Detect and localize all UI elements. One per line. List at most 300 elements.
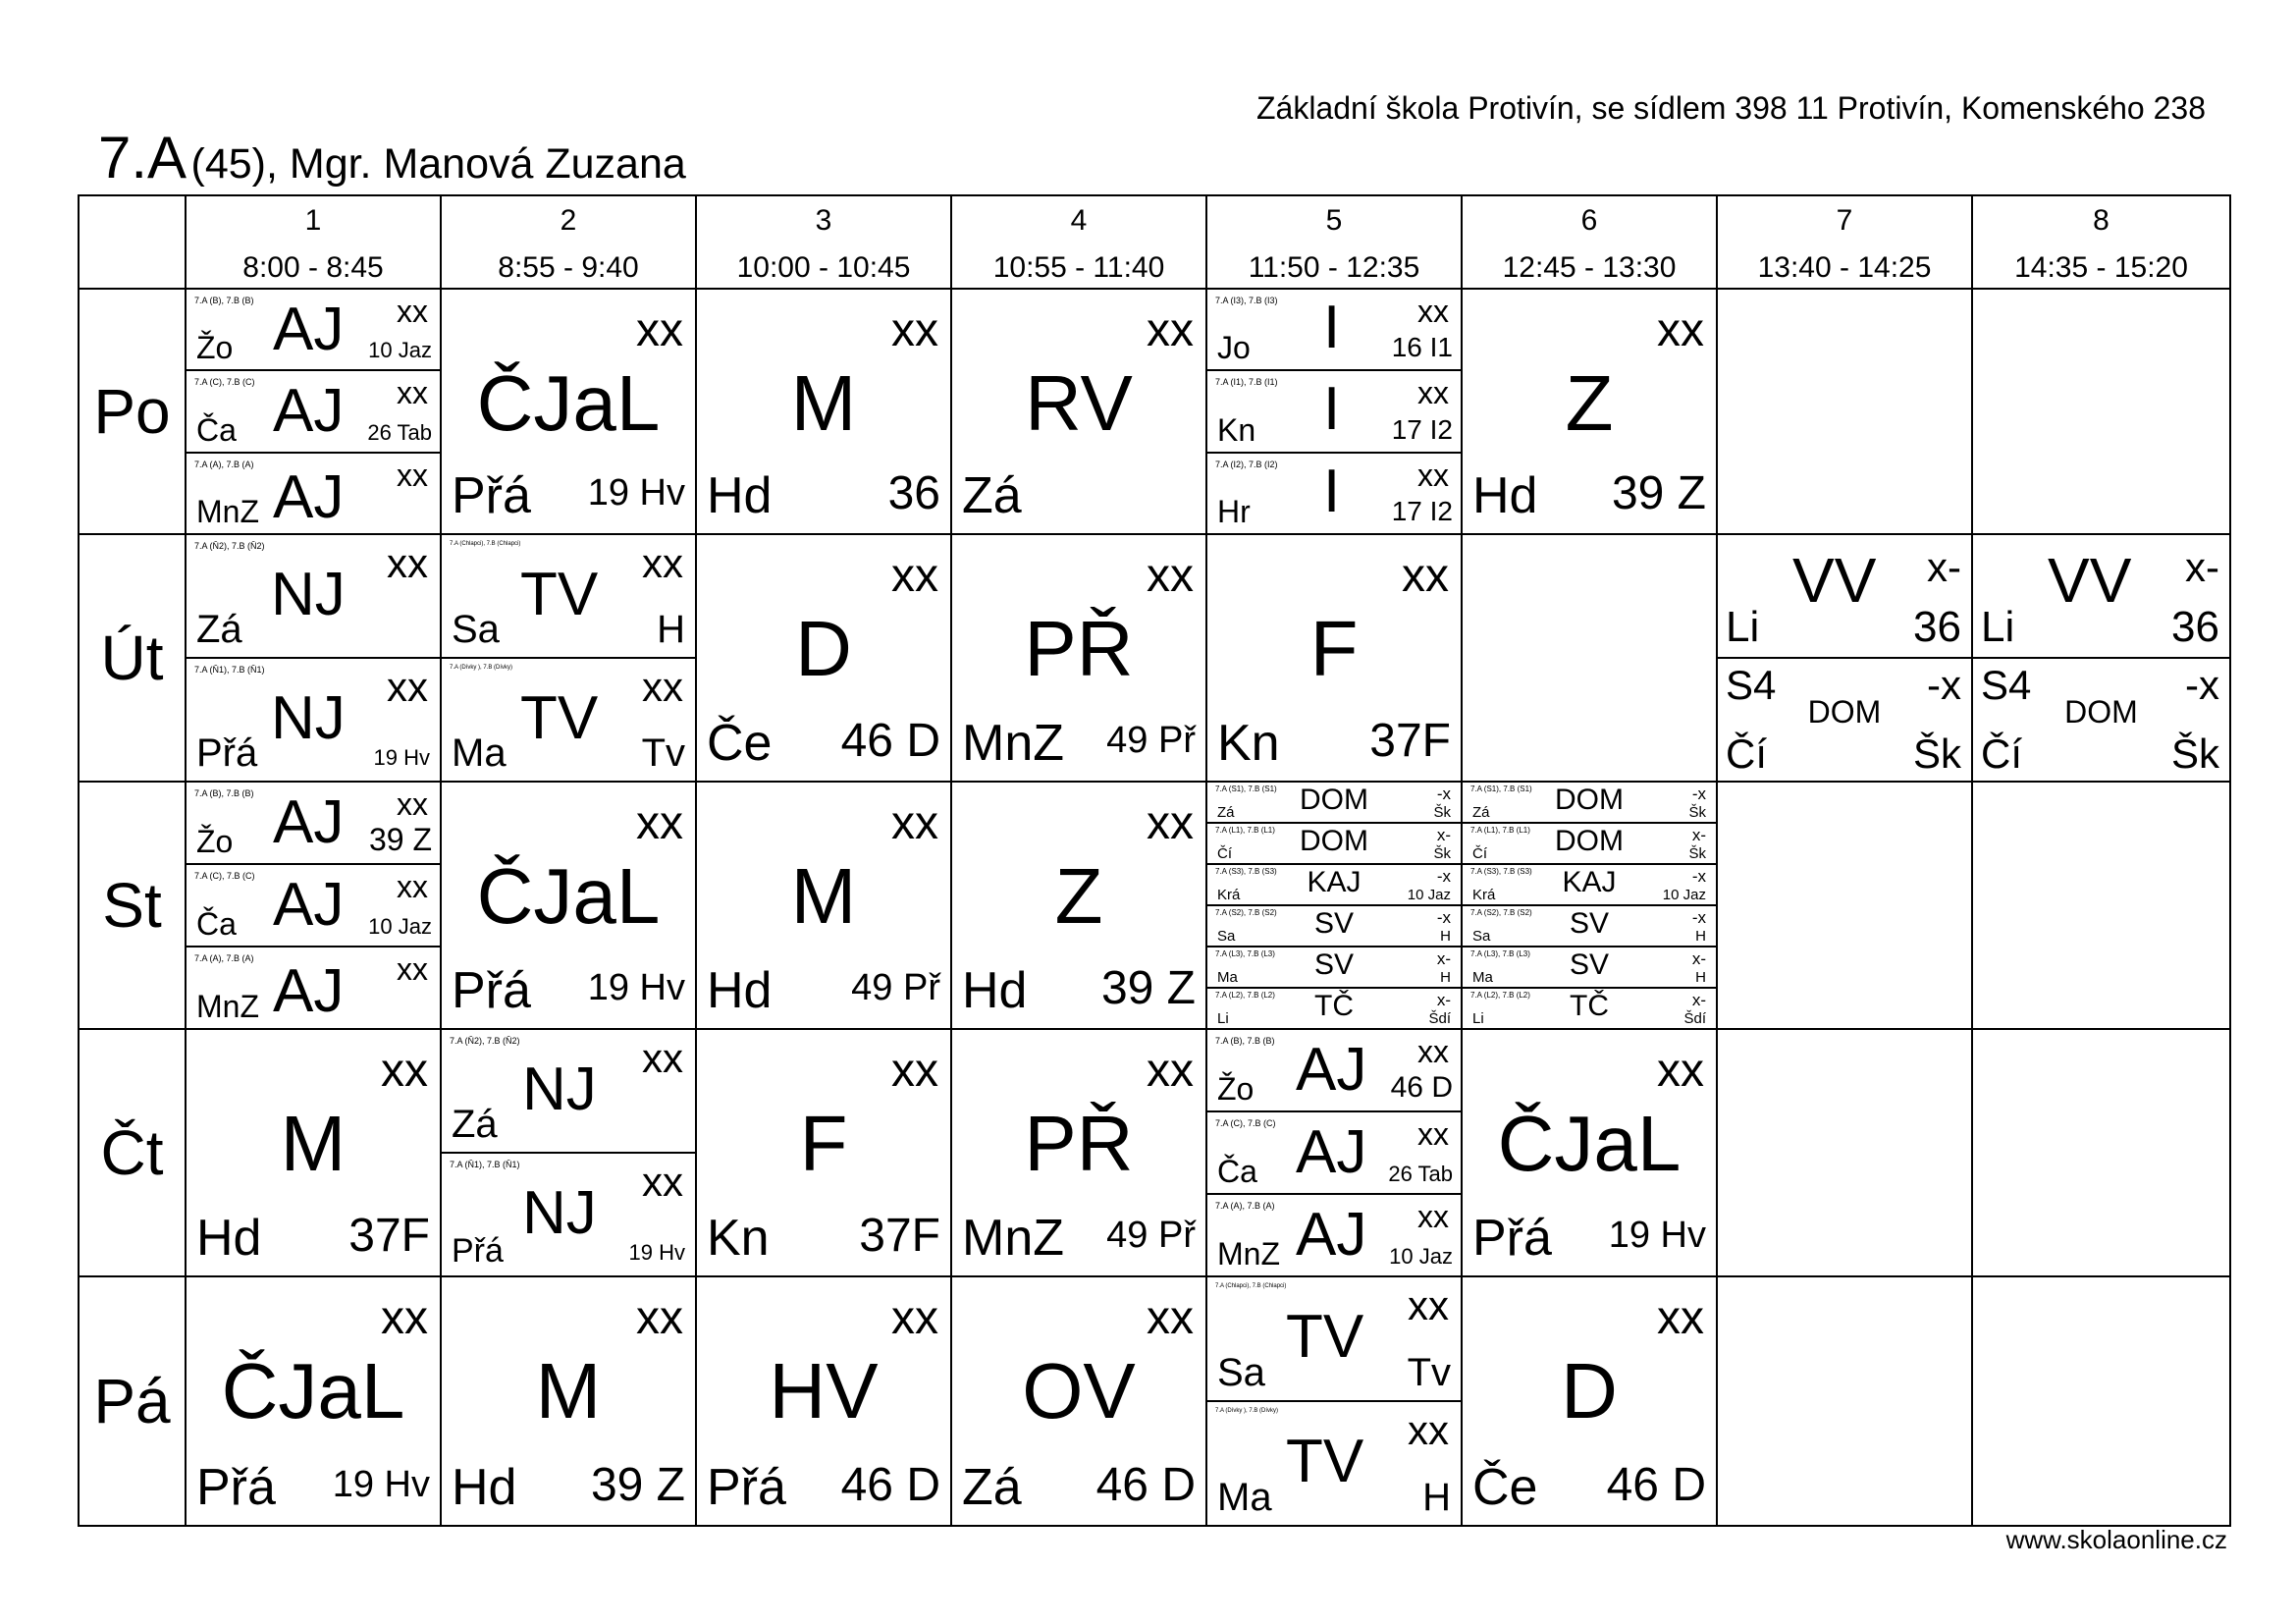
group-label: 7.A (Chlapci), 7.B (Chlapci) — [1215, 1283, 1287, 1289]
period-time: 8:55 - 9:40 — [498, 251, 639, 284]
group-label: 7.A (C), 7.B (C) — [1215, 1118, 1276, 1128]
mark: xx — [1657, 304, 1704, 356]
mark: xx — [1147, 797, 1194, 849]
teacher: Krá — [1472, 887, 1496, 903]
mark: xx — [891, 797, 938, 849]
day-label: Út — [79, 534, 186, 782]
subject: AJ — [273, 377, 345, 446]
teacher: Kn — [1217, 715, 1280, 772]
period-header — [1206, 195, 1462, 289]
subject: DOM — [1807, 694, 1882, 730]
teacher: MnZ — [196, 493, 259, 529]
room: Šk — [1912, 731, 1961, 777]
lesson-group — [1973, 659, 2229, 781]
room: 19 Hv — [587, 472, 685, 514]
mark: xx — [1402, 550, 1449, 602]
subject: F — [1309, 605, 1359, 692]
mark: xx — [636, 1292, 683, 1344]
mark: -x — [1436, 908, 1451, 927]
empty-cell — [1462, 534, 1717, 782]
period-number: 1 — [304, 204, 322, 237]
lesson-group — [442, 1154, 695, 1275]
lesson-group — [1207, 1277, 1461, 1402]
teacher: Če — [707, 715, 773, 772]
mark: xx — [891, 550, 938, 602]
lesson-group — [1463, 865, 1716, 906]
lesson-cell — [441, 1276, 696, 1526]
teacher: Zá — [962, 467, 1022, 524]
lesson-group — [1718, 535, 1971, 659]
room: H — [1440, 928, 1451, 945]
lesson-group — [1207, 371, 1461, 453]
class-teacher: (45), Mgr. Manová Zuzana — [190, 140, 686, 188]
day-label: Po — [79, 289, 186, 534]
lesson-cell — [1462, 1029, 1717, 1276]
group-label: 7.A (L2), 7.B (L2) — [1470, 991, 1530, 1000]
period-header — [1462, 195, 1717, 289]
room: Šdí — [1428, 1010, 1451, 1027]
mark: xx — [1657, 1292, 1704, 1344]
teacher: Přá — [452, 467, 531, 524]
empty-cell — [1972, 1276, 2230, 1526]
teacher: Zá — [1472, 804, 1490, 821]
subject: AJ — [273, 462, 345, 531]
teacher: Hd — [962, 962, 1028, 1019]
room: Šk — [1433, 845, 1451, 862]
teacher: Čí — [1472, 845, 1487, 862]
lesson-cell — [696, 1029, 951, 1276]
empty-cell — [1972, 1029, 2230, 1276]
room: Šdí — [1683, 1010, 1706, 1027]
lesson-cell — [186, 1029, 441, 1276]
group-label: 7.A (C), 7.B (C) — [194, 871, 255, 881]
room: 36 — [2171, 603, 2219, 651]
lesson-cell — [441, 289, 696, 534]
mark: xx — [387, 664, 428, 710]
lesson-cell — [696, 289, 951, 534]
room: Tv — [1407, 1351, 1451, 1394]
mark: xx — [642, 664, 683, 710]
subject: AJ — [1296, 1118, 1367, 1186]
mark: x- — [2185, 544, 2219, 590]
period-number: 4 — [1070, 204, 1088, 237]
teacher: Přá — [196, 1459, 276, 1516]
empty-cell — [1717, 1029, 1972, 1276]
mark: xx — [1147, 1045, 1194, 1097]
page-title — [98, 124, 686, 191]
subject: DOM — [1300, 825, 1368, 857]
lesson-group — [187, 454, 440, 533]
lesson-group — [1207, 1112, 1461, 1195]
lesson-group — [1207, 865, 1461, 906]
group-label: 7.A (Ň1), 7.B (Ň1) — [450, 1160, 520, 1169]
lesson-cell — [441, 1029, 696, 1276]
teacher: Hr — [1217, 493, 1251, 529]
teacher: Kn — [1217, 411, 1256, 448]
mark: -x — [1436, 867, 1451, 886]
lesson-cell — [951, 1029, 1206, 1276]
teacher: Hd — [1472, 467, 1538, 524]
subject: D — [1561, 1347, 1618, 1435]
teacher: Zá — [452, 1103, 498, 1146]
subject: HV — [769, 1347, 879, 1435]
lesson-group — [1207, 947, 1461, 989]
teacher: Ma — [1217, 1476, 1272, 1519]
room: 26 Tab — [1388, 1162, 1453, 1186]
day-label: Čt — [79, 1029, 186, 1276]
mark: xx — [1417, 294, 1449, 329]
footer-url: www.skolaonline.cz — [2005, 1525, 2227, 1554]
teacher: Čí — [1217, 845, 1232, 862]
lesson-group — [1207, 824, 1461, 865]
room: 19 Hv — [373, 745, 430, 770]
lesson-cell — [1206, 1029, 1462, 1276]
mark: xx — [381, 1045, 428, 1097]
group-label: 7.A (L3), 7.B (L3) — [1215, 949, 1275, 958]
room: 19 Hv — [628, 1240, 685, 1265]
room: 39 Z — [1100, 962, 1196, 1014]
room: H — [657, 608, 685, 651]
teacher: Hd — [707, 467, 773, 524]
group-label: 7.A (Ň1), 7.B (Ň1) — [194, 665, 265, 675]
lesson-group — [187, 371, 440, 453]
subject: DOM — [1555, 784, 1624, 816]
lesson-group — [1207, 906, 1461, 947]
teacher: Žo — [196, 824, 234, 859]
day-row-st — [79, 782, 2230, 1029]
timetable — [78, 194, 2231, 1527]
group-label: 7.A (S2), 7.B (S2) — [1470, 908, 1532, 917]
day-row-ut — [79, 534, 2230, 782]
lesson-group — [187, 947, 440, 1028]
subject: KAJ — [1307, 866, 1362, 898]
room: 46 D — [840, 715, 940, 767]
lesson-group — [187, 783, 440, 865]
period-header — [1717, 195, 1972, 289]
lesson-cell — [1206, 782, 1462, 1029]
group-label: 7.A (Dívky ), 7.B (Dívky) — [1215, 1408, 1279, 1414]
subject: SV — [1569, 907, 1610, 940]
subject: TV — [520, 684, 599, 752]
lesson-cell — [1206, 534, 1462, 782]
subject: AJ — [273, 788, 345, 856]
teacher: Krá — [1217, 887, 1241, 903]
mark: -x — [1691, 785, 1706, 803]
teacher: Čí — [1726, 731, 1767, 777]
lesson-group — [1973, 535, 2229, 659]
room: 37F — [859, 1210, 940, 1262]
room: Šk — [1433, 804, 1451, 821]
subject: M — [790, 359, 857, 447]
mark: -x — [2185, 662, 2219, 708]
lesson-group — [1207, 454, 1461, 533]
teacher: Sa — [1472, 928, 1491, 945]
group-label: 7.A (Ň2), 7.B (Ň2) — [450, 1036, 520, 1046]
lesson-group — [1207, 1402, 1461, 1525]
room: Šk — [1688, 804, 1706, 821]
group-label: 7.A (L1), 7.B (L1) — [1470, 826, 1530, 835]
subject: ČJaL — [221, 1347, 405, 1435]
teacher: Hd — [707, 962, 773, 1019]
teacher: Li — [1472, 1010, 1484, 1027]
subject: D — [795, 605, 852, 692]
mark: xx — [381, 1292, 428, 1344]
mark: x- — [1691, 991, 1706, 1009]
lesson-group — [1463, 989, 1716, 1028]
period-number: 8 — [2093, 204, 2109, 237]
lesson-group — [1207, 783, 1461, 824]
mark: -x — [1691, 908, 1706, 927]
mark: x- — [1691, 949, 1706, 968]
mark: xx — [397, 457, 428, 493]
room: 17 I2 — [1391, 495, 1453, 526]
period-header — [1972, 195, 2230, 289]
subject: NJ — [271, 561, 346, 628]
teacher: MnZ — [196, 989, 259, 1024]
room: 46 D — [1390, 1071, 1453, 1104]
lesson-cell — [951, 1276, 1206, 1526]
group-label: 7.A (A), 7.B (A) — [194, 459, 254, 469]
subject: AJ — [273, 871, 345, 939]
teacher: Čí — [1981, 731, 2022, 777]
group-label: 7.A (B), 7.B (B) — [1215, 1036, 1275, 1046]
room: 10 Jaz — [1407, 887, 1451, 903]
group-label: 7.A (L3), 7.B (L3) — [1470, 949, 1530, 958]
lesson-group — [442, 659, 695, 781]
lesson-cell — [951, 782, 1206, 1029]
teacher: Ma — [1472, 969, 1493, 986]
room: 39 Z — [1611, 467, 1706, 519]
lesson-cell — [1206, 289, 1462, 534]
subject: AJ — [273, 296, 345, 363]
mark: xx — [1417, 1199, 1449, 1234]
teacher: Če — [1472, 1459, 1538, 1516]
lesson-cell — [1462, 782, 1717, 1029]
period-header — [441, 195, 696, 289]
subject: NJ — [522, 1179, 597, 1247]
mark: xx — [636, 797, 683, 849]
teacher: Li — [1726, 603, 1760, 651]
subject: AJ — [1296, 1036, 1367, 1104]
group-label: 7.A (I2), 7.B (I2) — [1215, 459, 1278, 469]
period-number: 2 — [560, 204, 577, 237]
lesson-group — [1463, 906, 1716, 947]
mark: -x — [1691, 867, 1706, 886]
empty-cell — [1717, 1276, 1972, 1526]
subject: RV — [1025, 359, 1133, 447]
mark: xx — [1417, 1034, 1449, 1069]
room: 37F — [348, 1210, 430, 1262]
mark: xx — [397, 951, 428, 987]
school-name: Základní škola Protivín, se sídlem 398 11 Protivín, Komenského 238 — [1255, 90, 2206, 126]
corner-cell — [79, 195, 186, 289]
lesson-group — [187, 865, 440, 947]
mark: x- — [1436, 949, 1451, 968]
lesson-group — [1718, 659, 1971, 781]
lesson-group — [1207, 989, 1461, 1028]
lesson-group — [1463, 824, 1716, 865]
subject: ČJaL — [1497, 1100, 1682, 1187]
day-label: Pá — [79, 1276, 186, 1526]
teacher: Zá — [1217, 804, 1235, 821]
mark: xx — [1417, 457, 1449, 493]
teacher: Sa — [1217, 1351, 1265, 1394]
lesson-group — [442, 1030, 695, 1154]
room: Šk — [2170, 731, 2219, 777]
period-time: 10:00 - 10:45 — [736, 251, 911, 284]
period-time: 11:50 - 12:35 — [1248, 251, 1420, 284]
teacher: Přá — [196, 731, 258, 775]
subject: TČ — [1314, 990, 1354, 1022]
room: 39 Z — [368, 822, 432, 857]
mark: xx — [397, 869, 428, 904]
subject: NJ — [271, 684, 346, 752]
group-label: 7.A (I1), 7.B (I1) — [1215, 377, 1278, 388]
group-label: 7.A (S1), 7.B (S1) — [1470, 785, 1532, 793]
room: 46 D — [1606, 1459, 1706, 1511]
room: 46 D — [1095, 1459, 1196, 1511]
mark: xx — [642, 540, 683, 586]
room: 39 Z — [590, 1459, 685, 1511]
teacher: Přá — [707, 1459, 786, 1516]
subject: Z — [1565, 359, 1614, 447]
teacher: Žo — [1217, 1071, 1255, 1107]
mark: xx — [1147, 304, 1194, 356]
subject: OV — [1022, 1347, 1136, 1435]
lesson-group — [187, 535, 440, 659]
subject: TČ — [1570, 990, 1609, 1022]
period-header-row — [79, 195, 2230, 289]
mark: xx — [642, 1035, 683, 1081]
room: H — [1440, 969, 1451, 986]
lesson-group — [1207, 290, 1461, 371]
group-label: 7.A (S2), 7.B (S2) — [1215, 908, 1277, 917]
subject: TV — [1286, 1428, 1364, 1495]
room: 26 Tab — [367, 419, 432, 445]
group-label: 7.A (S3), 7.B (S3) — [1470, 867, 1532, 876]
lesson-cell — [186, 289, 441, 534]
mark: xx — [891, 304, 938, 356]
period-number: 5 — [1325, 204, 1343, 237]
room: 19 Hv — [332, 1464, 430, 1505]
mark: xx — [1417, 1116, 1449, 1152]
lesson-group — [1207, 1030, 1461, 1112]
lesson-cell — [186, 1276, 441, 1526]
teacher: Kn — [707, 1210, 770, 1267]
group-label: 7.A (S3), 7.B (S3) — [1215, 867, 1277, 876]
lesson-group — [187, 659, 440, 781]
room: 49 Př — [851, 967, 940, 1008]
subject: TV — [520, 561, 599, 628]
teacher: Li — [1981, 603, 2015, 651]
subject: I — [1323, 294, 1341, 361]
subject: I — [1323, 457, 1341, 525]
group-label: 7.A (S1), 7.B (S1) — [1215, 785, 1277, 793]
mark: xx — [1417, 375, 1449, 411]
empty-cell — [1717, 289, 1972, 534]
lesson-cell — [1972, 534, 2230, 782]
mark: x- — [1927, 544, 1961, 590]
day-label: St — [79, 782, 186, 1029]
period-time: 10:55 - 11:40 — [992, 251, 1165, 284]
mark: -x — [1927, 662, 1961, 708]
lesson-cell — [186, 782, 441, 1029]
teacher: Ča — [196, 411, 237, 448]
period-time: 13:40 - 14:25 — [1757, 251, 1932, 284]
teacher: Přá — [452, 962, 531, 1019]
subject: KAJ — [1562, 866, 1617, 898]
lesson-group — [1463, 783, 1716, 824]
group-label: 7.A (A), 7.B (A) — [1215, 1201, 1275, 1211]
room: 16 I1 — [1391, 332, 1453, 363]
day-row-po — [79, 289, 2230, 534]
subject: M — [280, 1100, 347, 1187]
subject: NJ — [522, 1056, 597, 1123]
group-label: 7.A (Dívky ), 7.B (Dívky) — [450, 665, 513, 671]
teacher: MnZ — [962, 715, 1064, 772]
room: Tv — [641, 731, 685, 775]
mark: x- — [1436, 991, 1451, 1009]
room: 10 Jaz — [1389, 1244, 1453, 1269]
period-time: 8:00 - 8:45 — [242, 251, 384, 284]
group-label: 7.A (A), 7.B (A) — [194, 953, 254, 963]
day-row-pa — [79, 1276, 2230, 1526]
teacher: Li — [1217, 1010, 1229, 1027]
room: H — [1422, 1476, 1451, 1519]
empty-cell — [1717, 782, 1972, 1029]
room: 49 Př — [1106, 1215, 1196, 1256]
group-label: 7.A (I3), 7.B (I3) — [1215, 296, 1278, 305]
lesson-cell — [1462, 289, 1717, 534]
teacher: Zá — [962, 1459, 1022, 1516]
teacher: Ma — [452, 731, 507, 775]
subject: M — [535, 1347, 602, 1435]
mark: xx — [1147, 550, 1194, 602]
mark: xx — [891, 1292, 938, 1344]
teacher: Sa — [1217, 928, 1236, 945]
room: 10 Jaz — [1662, 887, 1706, 903]
period-number: 3 — [815, 204, 832, 237]
lesson-cell — [441, 782, 696, 1029]
room: H — [1695, 969, 1706, 986]
period-number: 6 — [1580, 204, 1598, 237]
group-label: 7.A (Chlapci), 7.B (Chlapci) — [450, 541, 521, 547]
teacher: Přá — [452, 1232, 504, 1270]
room: 19 Hv — [587, 967, 685, 1008]
subject: PŘ — [1024, 1100, 1134, 1187]
subject: AJ — [1296, 1201, 1367, 1269]
teacher: Hd — [196, 1210, 262, 1267]
mark: x- — [1691, 826, 1706, 844]
room: 49 Př — [1106, 720, 1196, 761]
lesson-cell — [186, 534, 441, 782]
lesson-cell — [951, 289, 1206, 534]
lesson-group — [442, 535, 695, 659]
subject: VV — [2048, 545, 2132, 616]
mark: x- — [1436, 826, 1451, 844]
subject: VV — [1792, 545, 1877, 616]
subject: PŘ — [1024, 605, 1134, 692]
subject: DOM — [1300, 784, 1368, 816]
lesson-cell — [696, 782, 951, 1029]
subject: I — [1323, 375, 1341, 444]
subject: ČJaL — [476, 852, 661, 940]
mark: xx — [1408, 1407, 1449, 1453]
lesson-cell — [1206, 1276, 1462, 1526]
class-name: 7.A — [98, 125, 187, 190]
teacher: Hd — [452, 1459, 517, 1516]
group-label: 7.A (L2), 7.B (L2) — [1215, 991, 1275, 1000]
